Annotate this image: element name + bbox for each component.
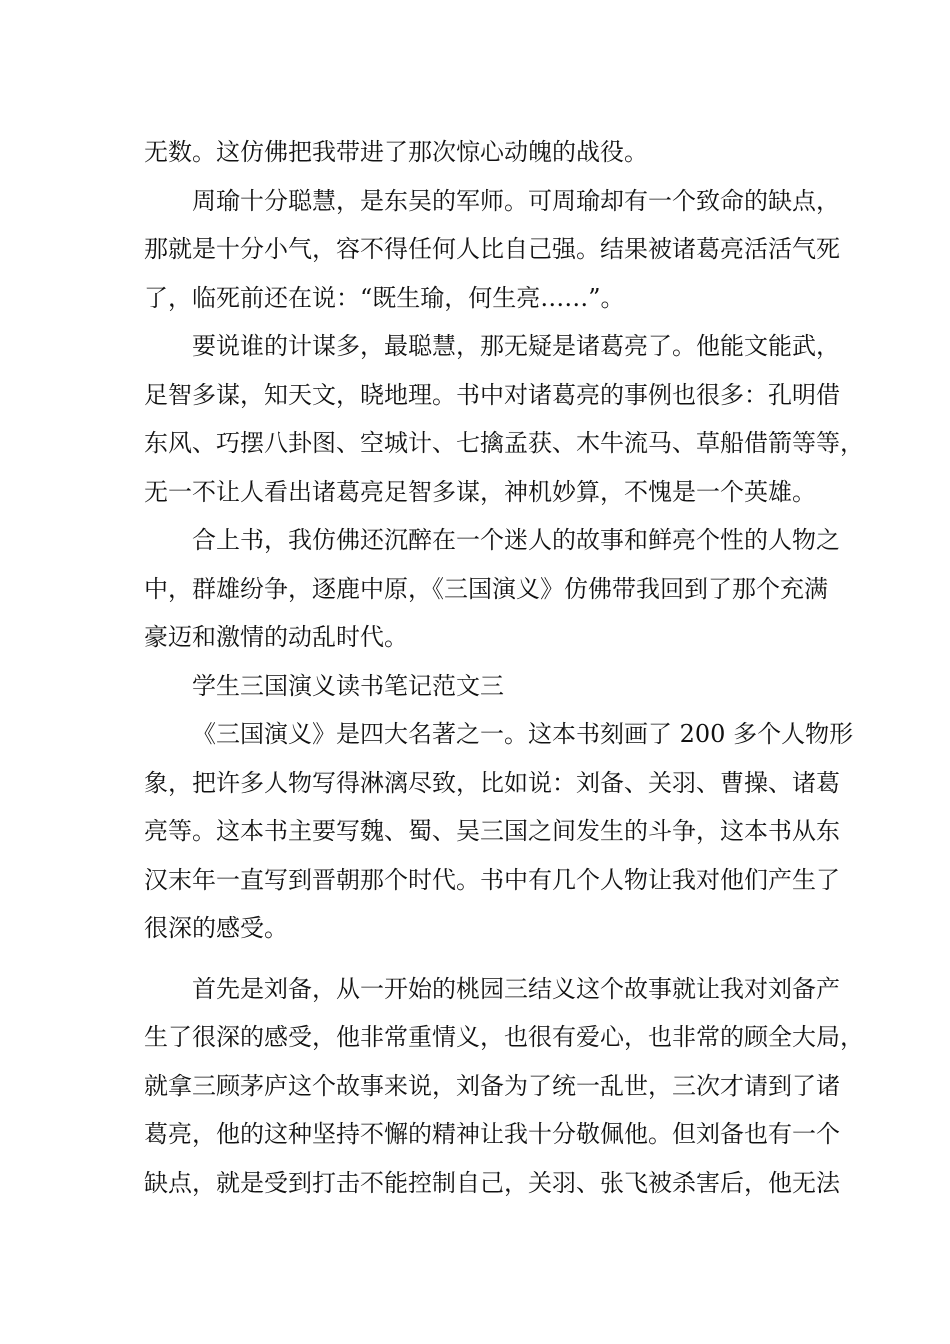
paragraph-line: 豪迈和激情的动乱时代。 xyxy=(144,623,408,651)
paragraph-line: 很深的感受。 xyxy=(144,914,288,942)
paragraph-line: 首先是刘备，从一开始的桃园三结义这个故事就让我对刘备产 xyxy=(192,974,840,1003)
paragraph-line: 了，临死前还在说：“既生瑜，何生亮……”。 xyxy=(144,283,625,312)
section-heading: 学生三国演义读书笔记范文三 xyxy=(192,671,504,700)
paragraph-line: 东风、巧摆八卦图、空城计、七擒孟获、木牛流马、草船借箭等等， xyxy=(144,429,864,457)
paragraph-line: 中，群雄纷争，逐鹿中原，《三国演义》仿佛带我回到了那个充满 xyxy=(144,574,828,603)
paragraph-line: 就拿三顾茅庐这个故事来说，刘备为了统一乱世，三次才请到了诸 xyxy=(144,1071,840,1100)
paragraph-line: 《三国演义》是四大名著之一。这本书刻画了 200 多个人物形 xyxy=(192,720,854,748)
paragraph-line: 那就是十分小气，容不得任何人比自己强。结果被诸葛亮活活气死 xyxy=(144,235,840,263)
paragraph-line: 周瑜十分聪慧，是东吴的军师。可周瑜却有一个致命的缺点， xyxy=(192,186,840,215)
paragraph-line: 无数。这仿佛把我带进了那次惊心动魄的战役。 xyxy=(144,138,648,166)
paragraph-line: 生了很深的感受，他非常重情义，也很有爱心，也非常的顾全大局， xyxy=(144,1023,864,1051)
paragraph-line: 要说谁的计谋多，最聪慧，那无疑是诸葛亮了。他能文能武， xyxy=(192,332,840,360)
paragraph-line: 葛亮，他的这种坚持不懈的精神让我十分敬佩他。但刘备也有一个 xyxy=(144,1120,840,1148)
paragraph-line: 亮等。这本书主要写魏、蜀、吴三国之间发生的斗争，这本书从东 xyxy=(144,817,840,845)
paragraph-line: 象，把许多人物写得淋漓尽致，比如说：刘备、关羽、曹操、诸葛 xyxy=(144,768,840,797)
paragraph-line: 汉末年一直写到晋朝那个时代。书中有几个人物让我对他们产生了 xyxy=(144,865,840,894)
paragraph-spacer xyxy=(144,953,816,965)
paragraph-line: 无一不让人看出诸葛亮足智多谋，神机妙算，不愧是一个英雄。 xyxy=(144,477,816,506)
paragraph-line: 合上书，我仿佛还沉醉在一个迷人的故事和鲜亮个性的人物之 xyxy=(192,526,840,554)
paragraph-line: 缺点，就是受到打击不能控制自己，关羽、张飞被杀害后，他无法 xyxy=(144,1168,840,1197)
body-text xyxy=(144,128,864,1207)
paragraph-line: 足智多谋，知天文，晓地理。书中对诸葛亮的事例也很多：孔明借 xyxy=(144,380,840,409)
